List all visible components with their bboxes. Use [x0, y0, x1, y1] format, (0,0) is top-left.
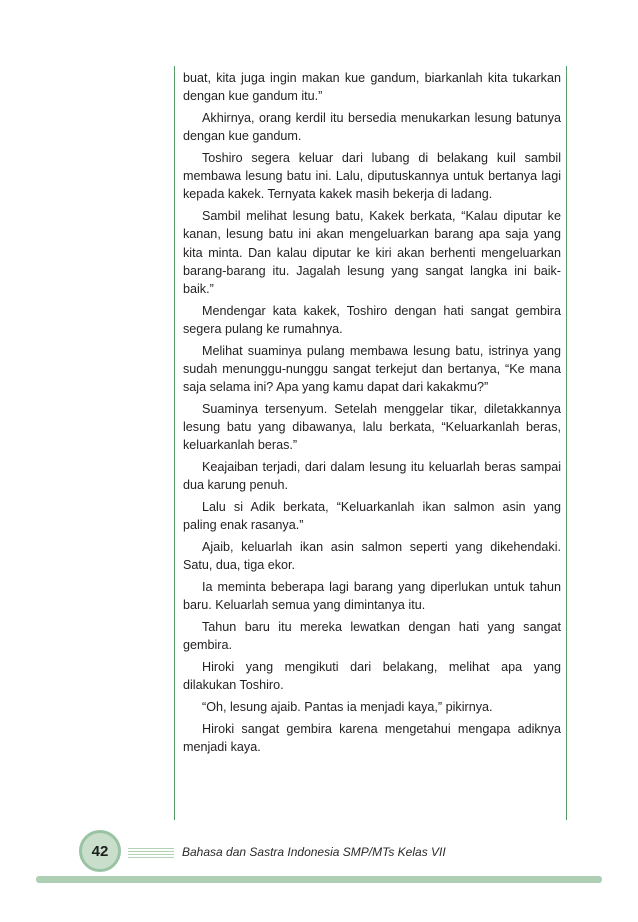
- footer-bar: [36, 876, 602, 883]
- book-title: Bahasa dan Sastra Indonesia SMP/MTs Kelas VII: [182, 845, 446, 859]
- paragraph: Sambil melihat lesung batu, Kakek berkata, “Kalau diputar ke kanan, lesung batu ini akan mengeluarkan barang apa saja yang kita minta. Dan kalau diputar ke kiri akan berhenti mengeluarkan barang-barang itu. Jagalah lesung yang sangat langka ini baik-baik.”: [183, 209, 561, 297]
- paragraph: Lalu si Adik berkata, “Keluarkanlah ikan salmon asin yang paling enak rasanya.”: [183, 500, 561, 533]
- paragraph: “Oh, lesung ajaib. Pantas ia menjadi kaya,” pikirnya.: [202, 700, 493, 715]
- paragraph: buat, kita juga ingin makan kue gandum, biarkanlah kita tukarkan dengan kue gandum itu.”: [183, 71, 561, 104]
- paragraph: Ajaib, keluarlah ikan asin salmon seperti yang dikehendaki. Satu, dua, tiga ekor.: [183, 540, 561, 573]
- paragraph: Hiroki yang mengikuti dari belakang, melihat apa yang dilakukan Toshiro.: [183, 660, 561, 693]
- paragraph: Mendengar kata kakek, Toshiro dengan hati sangat gembira segera pulang ke rumahnya.: [183, 303, 561, 337]
- page-number-badge: [79, 830, 121, 872]
- decorative-stripes: [128, 848, 174, 860]
- paragraph: Tahun baru itu mereka lewatkan dengan hati yang sangat gembira.: [183, 620, 561, 653]
- paragraph: Ia meminta beberapa lagi barang yang diperlukan untuk tahun baru. Keluarlah semua yang dimintanya itu.: [183, 580, 561, 613]
- paragraph: Keajaiban terjadi, dari dalam lesung itu keluarlah beras sampai dua karung penuh.: [183, 460, 561, 493]
- paragraph: Hiroki sangat gembira karena mengetahui mengapa adiknya menjadi kaya.: [183, 722, 561, 755]
- paragraph: Suaminya tersenyum. Setelah menggelar tikar, diletakkannya lesung batu yang dibawanya, lalu berkata, “Keluarkanlah beras, keluarkanlah beras.”: [183, 402, 561, 453]
- page-footer: [0, 826, 638, 886]
- body-text: [183, 69, 561, 756]
- page-number: 42: [91, 842, 109, 860]
- paragraph: Toshiro segera keluar dari lubang di belakang kuil sambil membawa lesung batu ini. Lalu, diputuskannya untuk bertanya lagi kepada kakek. Ternyata kakek masih bekerja di ladang.: [183, 151, 561, 202]
- paragraph: Melihat suaminya pulang membawa lesung batu, istrinya yang sudah menunggu-nunggu sangat terkejut dan bertanya, “Ke mana saja selama ini? Apa yang kamu dapat dari kakakmu?”: [183, 343, 561, 395]
- right-margin-rule: [566, 66, 567, 820]
- paragraph: Akhirnya, orang kerdil itu bersedia menukarkan lesung batunya dengan kue gandum.: [183, 111, 561, 144]
- left-margin-rule: [174, 66, 175, 820]
